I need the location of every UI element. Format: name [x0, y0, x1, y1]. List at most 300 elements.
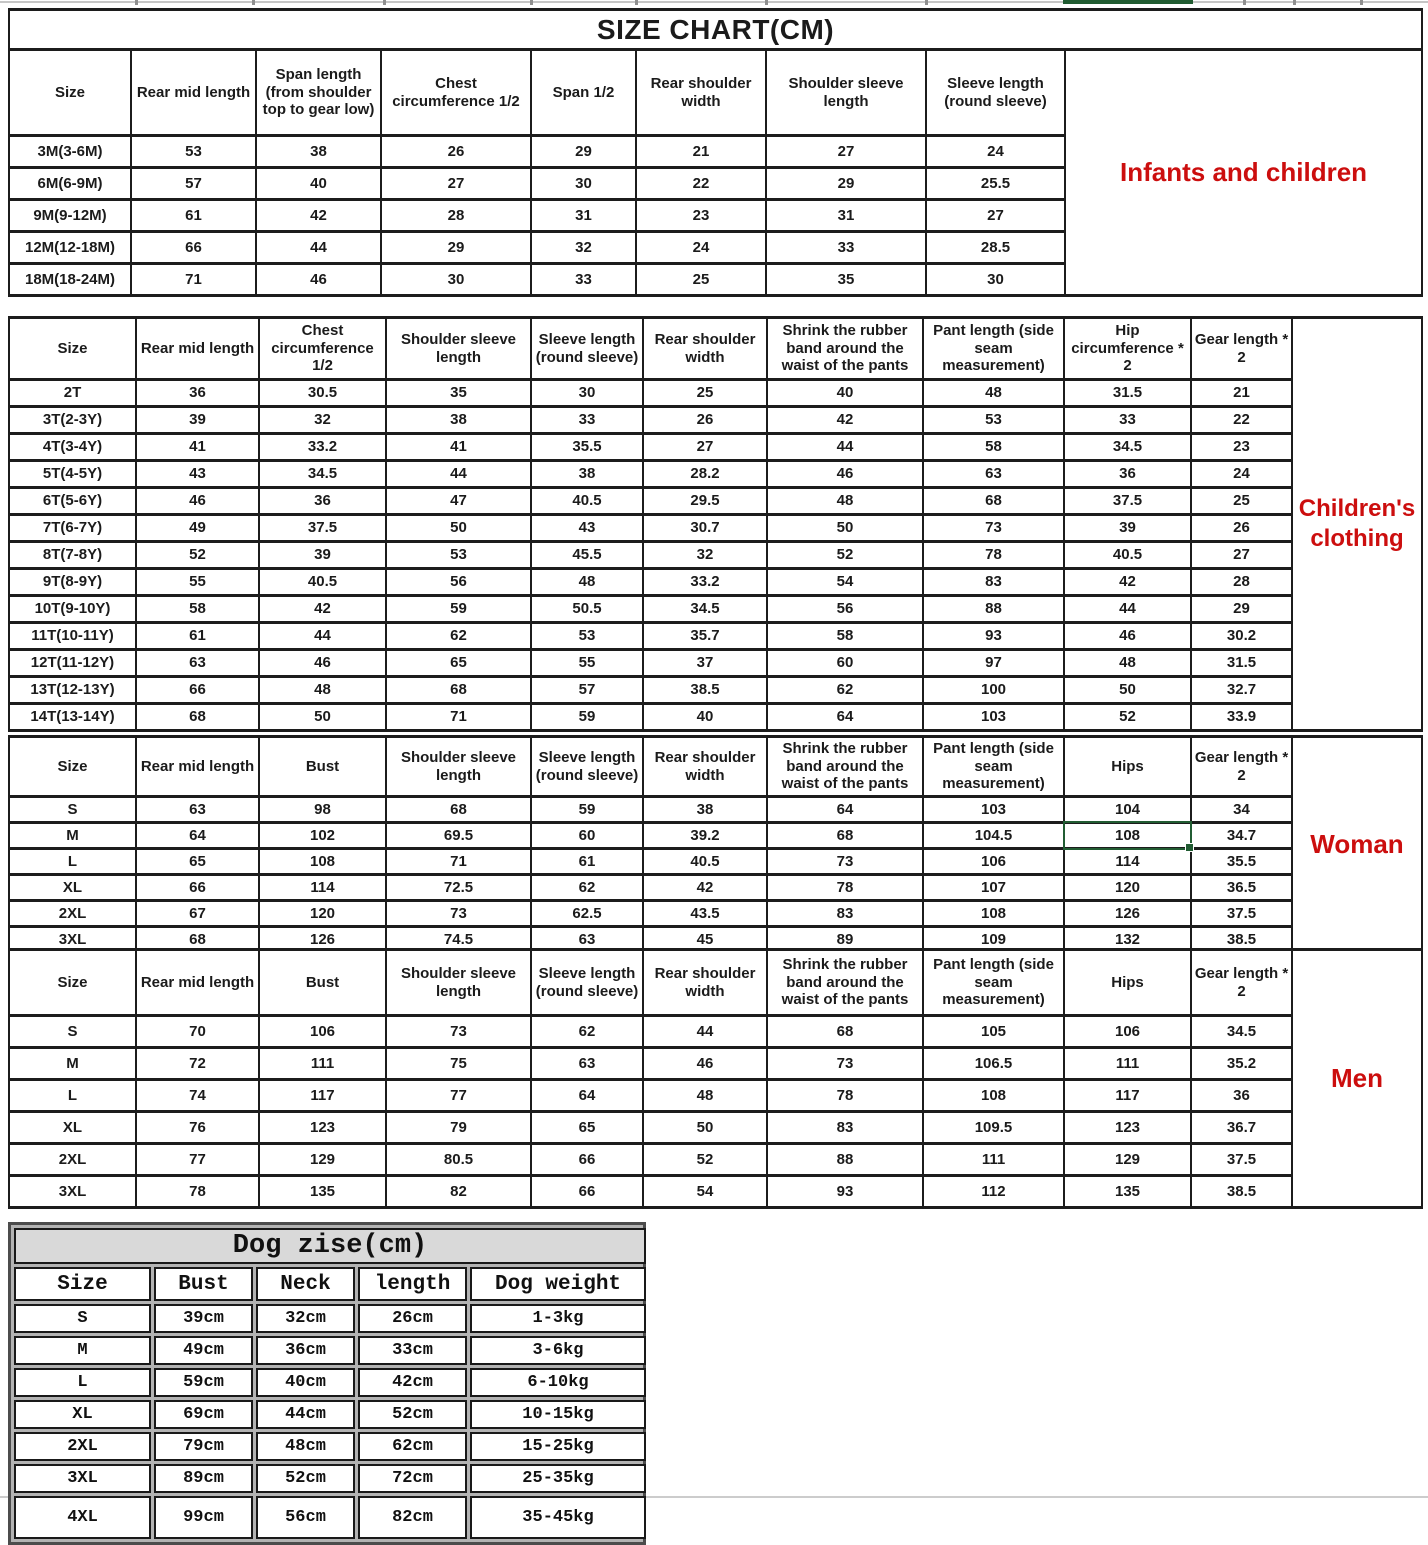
table-cell[interactable]: 50	[259, 704, 386, 731]
table-cell[interactable]: 35.5	[531, 434, 643, 461]
table-cell[interactable]: 59	[386, 596, 531, 623]
column-header[interactable]: Size	[9, 737, 136, 797]
table-cell[interactable]: 58	[136, 596, 259, 623]
table-cell[interactable]: 65	[531, 1112, 643, 1144]
size-cell[interactable]: 12M(12-18M)	[9, 232, 131, 264]
table-cell[interactable]: 29	[1191, 596, 1292, 623]
size-cell[interactable]: 3T(2-3Y)	[9, 407, 136, 434]
size-cell[interactable]: M	[9, 823, 136, 849]
table-cell[interactable]: 21	[1191, 380, 1292, 407]
column-header[interactable]: Hips	[1064, 950, 1191, 1016]
table-cell[interactable]: 62	[531, 875, 643, 901]
table-cell[interactable]: 74.5	[386, 927, 531, 953]
table-cell[interactable]: 59	[531, 704, 643, 731]
size-cell[interactable]: L	[9, 1080, 136, 1112]
table-cell[interactable]: 33	[766, 232, 926, 264]
table-cell[interactable]: 62	[531, 1016, 643, 1048]
column-header[interactable]: Bust	[259, 737, 386, 797]
column-header[interactable]: Sleeve length (round sleeve)	[531, 737, 643, 797]
table-cell[interactable]: 117	[1064, 1080, 1191, 1112]
table-cell[interactable]: 53	[386, 542, 531, 569]
table-cell[interactable]: 68	[136, 704, 259, 731]
table-cell[interactable]: 23	[1191, 434, 1292, 461]
table-cell[interactable]: 35	[386, 380, 531, 407]
table-cell[interactable]: 38.5	[1191, 1176, 1292, 1208]
table-cell[interactable]: 69.5	[386, 823, 531, 849]
table-cell[interactable]: 29	[381, 232, 531, 264]
table-cell[interactable]: 68	[767, 1016, 923, 1048]
table-cell[interactable]: 34.5	[259, 461, 386, 488]
size-cell[interactable]: XL	[9, 1112, 136, 1144]
table-cell[interactable]: 42	[259, 596, 386, 623]
table-cell[interactable]: 70	[136, 1016, 259, 1048]
group-label[interactable]: Children's clothing	[1292, 318, 1422, 731]
table-cell[interactable]: 26	[643, 407, 767, 434]
table-cell[interactable]: 78	[767, 1080, 923, 1112]
column-header[interactable]: Gear length * 2	[1191, 318, 1292, 380]
table-cell[interactable]: 32	[531, 232, 636, 264]
size-cell[interactable]: 6M(6-9M)	[9, 168, 131, 200]
table-cell[interactable]: 103	[923, 704, 1064, 731]
table-cell[interactable]: 48	[923, 380, 1064, 407]
column-header[interactable]: Shoulder sleeve length	[386, 950, 531, 1016]
size-cell[interactable]: 4T(3-4Y)	[9, 434, 136, 461]
table-cell[interactable]: 61	[531, 849, 643, 875]
table-cell[interactable]: 52	[1064, 704, 1191, 731]
table-cell[interactable]: 36.5	[1191, 875, 1292, 901]
column-header[interactable]: Rear mid length	[136, 737, 259, 797]
table-cell[interactable]: 43.5	[643, 901, 767, 927]
table-cell[interactable]: 48	[643, 1080, 767, 1112]
table-cell[interactable]: 42	[1064, 569, 1191, 596]
table-cell[interactable]: 33.2	[643, 569, 767, 596]
table-cell[interactable]: 23	[636, 200, 766, 232]
table-cell[interactable]: 73	[767, 849, 923, 875]
column-header[interactable]: Pant length (side seam measurement)	[923, 950, 1064, 1016]
table-cell[interactable]: 63	[136, 797, 259, 823]
table-cell[interactable]: 50	[1064, 677, 1191, 704]
table-cell[interactable]: 29	[531, 136, 636, 168]
table-cell[interactable]: 26	[1191, 515, 1292, 542]
table-cell[interactable]: 27	[381, 168, 531, 200]
table-cell[interactable]: 60	[531, 823, 643, 849]
table-cell[interactable]: 44	[386, 461, 531, 488]
table-cell[interactable]: 29.5	[643, 488, 767, 515]
table-cell[interactable]: 43	[531, 515, 643, 542]
column-header[interactable]: Chest circumference 1/2	[381, 50, 531, 136]
table-cell[interactable]: 107	[923, 875, 1064, 901]
table-cell[interactable]: 54	[767, 569, 923, 596]
table-cell[interactable]: 36	[259, 488, 386, 515]
column-header[interactable]: Rear mid length	[131, 50, 256, 136]
column-header[interactable]: Rear mid length	[136, 318, 259, 380]
table-cell[interactable]: 88	[923, 596, 1064, 623]
table-cell[interactable]: 89	[767, 927, 923, 953]
table-cell[interactable]: 76	[136, 1112, 259, 1144]
table-cell[interactable]: 61	[136, 623, 259, 650]
table-cell[interactable]: 50.5	[531, 596, 643, 623]
table-cell[interactable]: 42	[767, 407, 923, 434]
size-cell[interactable]: 9T(8-9Y)	[9, 569, 136, 596]
column-header[interactable]: Rear mid length	[136, 950, 259, 1016]
table-cell[interactable]: 111	[1064, 1048, 1191, 1080]
column-header[interactable]: Shrink the rubber band around the waist of the pants	[767, 950, 923, 1016]
group-label[interactable]: Men	[1292, 950, 1422, 1208]
table-cell[interactable]: 27	[766, 136, 926, 168]
table-cell[interactable]: 106.5	[923, 1048, 1064, 1080]
table-cell[interactable]: 49	[136, 515, 259, 542]
table-cell[interactable]: 63	[531, 927, 643, 953]
table-cell[interactable]: 58	[923, 434, 1064, 461]
column-header[interactable]: Shoulder sleeve length	[386, 737, 531, 797]
column-header[interactable]: Bust	[259, 950, 386, 1016]
table-cell[interactable]: 57	[531, 677, 643, 704]
table-cell[interactable]: 35.2	[1191, 1048, 1292, 1080]
table-cell[interactable]: 103	[923, 797, 1064, 823]
table-cell[interactable]: 31.5	[1191, 650, 1292, 677]
sheet-title[interactable]: SIZE CHART(CM)	[9, 10, 1422, 50]
table-cell[interactable]: 66	[531, 1176, 643, 1208]
table-cell[interactable]: 34.5	[643, 596, 767, 623]
table-cell[interactable]: 28.2	[643, 461, 767, 488]
table-cell[interactable]: 66	[136, 875, 259, 901]
table-cell[interactable]: 46	[1064, 623, 1191, 650]
table-cell[interactable]: 28	[381, 200, 531, 232]
table-cell[interactable]: 78	[923, 542, 1064, 569]
table-cell[interactable]: 27	[643, 434, 767, 461]
size-cell[interactable]: 10T(9-10Y)	[9, 596, 136, 623]
table-cell[interactable]: 34.5	[1064, 434, 1191, 461]
table-cell[interactable]: 33	[531, 407, 643, 434]
table-cell[interactable]: 54	[643, 1176, 767, 1208]
table-cell[interactable]: 33	[531, 264, 636, 296]
table-cell[interactable]: 42	[643, 875, 767, 901]
table-cell[interactable]: 40.5	[1064, 542, 1191, 569]
column-header[interactable]: Shrink the rubber band around the waist of the pants	[767, 737, 923, 797]
table-cell[interactable]: 30	[531, 380, 643, 407]
table-cell[interactable]: 105	[923, 1016, 1064, 1048]
table-cell[interactable]: 52	[767, 542, 923, 569]
table-cell[interactable]: 79	[386, 1112, 531, 1144]
table-cell[interactable]: 34.7	[1191, 823, 1292, 849]
size-cell[interactable]: 2XL	[9, 901, 136, 927]
table-cell[interactable]: 29	[766, 168, 926, 200]
table-cell[interactable]: 32	[643, 542, 767, 569]
column-header[interactable]: Gear length * 2	[1191, 950, 1292, 1016]
table-cell[interactable]: 132	[1064, 927, 1191, 953]
table-cell[interactable]: 59	[531, 797, 643, 823]
table-cell[interactable]: 66	[531, 1144, 643, 1176]
table-cell[interactable]: 31	[766, 200, 926, 232]
size-cell[interactable]: 18M(18-24M)	[9, 264, 131, 296]
table-cell[interactable]: 67	[136, 901, 259, 927]
table-cell[interactable]: 44	[1064, 596, 1191, 623]
table-cell[interactable]: 53	[923, 407, 1064, 434]
table-cell[interactable]: 25	[636, 264, 766, 296]
table-cell[interactable]: 62	[386, 623, 531, 650]
size-cell[interactable]: 13T(12-13Y)	[9, 677, 136, 704]
table-cell[interactable]: 108	[923, 901, 1064, 927]
table-cell[interactable]: 44	[767, 434, 923, 461]
table-cell[interactable]: 106	[259, 1016, 386, 1048]
table-cell[interactable]: 93	[767, 1176, 923, 1208]
table-cell[interactable]: 32	[259, 407, 386, 434]
table-cell[interactable]: 33.9	[1191, 704, 1292, 731]
table-cell[interactable]: 48	[767, 488, 923, 515]
column-header[interactable]: Gear length * 2	[1191, 737, 1292, 797]
table-cell[interactable]: 68	[923, 488, 1064, 515]
column-header[interactable]: Size	[9, 950, 136, 1016]
table-cell[interactable]: 135	[259, 1176, 386, 1208]
table-cell[interactable]: 100	[923, 677, 1064, 704]
column-header[interactable]: Rear shoulder width	[643, 318, 767, 380]
table-cell[interactable]: 52	[643, 1144, 767, 1176]
table-cell[interactable]: 38.5	[643, 677, 767, 704]
table-cell[interactable]: 77	[386, 1080, 531, 1112]
column-header[interactable]: Sleeve length (round sleeve)	[531, 318, 643, 380]
size-cell[interactable]: 3M(3-6M)	[9, 136, 131, 168]
column-header[interactable]: Rear shoulder width	[643, 737, 767, 797]
size-cell[interactable]: S	[9, 797, 136, 823]
table-cell[interactable]: 22	[636, 168, 766, 200]
table-cell[interactable]: 44	[256, 232, 381, 264]
table-cell[interactable]: 39	[1064, 515, 1191, 542]
table-cell[interactable]: 24	[1191, 461, 1292, 488]
table-cell[interactable]: 47	[386, 488, 531, 515]
table-cell[interactable]: 30	[926, 264, 1065, 296]
size-cell[interactable]: S	[9, 1016, 136, 1048]
table-cell[interactable]: 25	[643, 380, 767, 407]
table-cell[interactable]: 109	[923, 927, 1064, 953]
column-header[interactable]: Chest circumference 1/2	[259, 318, 386, 380]
table-cell[interactable]: 78	[767, 875, 923, 901]
column-header[interactable]: Size	[9, 318, 136, 380]
table-cell[interactable]: 68	[386, 677, 531, 704]
table-cell[interactable]: 39	[259, 542, 386, 569]
table-cell[interactable]: 74	[136, 1080, 259, 1112]
table-cell[interactable]: 24	[926, 136, 1065, 168]
table-cell[interactable]: 44	[259, 623, 386, 650]
size-cell[interactable]: 6T(5-6Y)	[9, 488, 136, 515]
table-cell[interactable]: 36	[1064, 461, 1191, 488]
table-cell[interactable]: 30.2	[1191, 623, 1292, 650]
table-cell[interactable]: 126	[259, 927, 386, 953]
table-cell[interactable]: 83	[767, 1112, 923, 1144]
table-cell[interactable]: 26	[381, 136, 531, 168]
group-label[interactable]: Infants and children	[1065, 50, 1422, 296]
table-cell[interactable]: 34	[1191, 797, 1292, 823]
table-cell[interactable]: 46	[767, 461, 923, 488]
table-cell[interactable]: 37.5	[1191, 1144, 1292, 1176]
table-cell[interactable]: 109.5	[923, 1112, 1064, 1144]
column-header[interactable]: Span 1/2	[531, 50, 636, 136]
table-cell[interactable]: 64	[136, 823, 259, 849]
size-cell[interactable]: 2XL	[9, 1144, 136, 1176]
column-header[interactable]: Pant length (side seam measurement)	[923, 318, 1064, 380]
table-cell[interactable]: 71	[131, 264, 256, 296]
table-cell[interactable]: 129	[1064, 1144, 1191, 1176]
table-cell[interactable]: 106	[923, 849, 1064, 875]
table-cell[interactable]: 73	[386, 901, 531, 927]
size-cell[interactable]: 2T	[9, 380, 136, 407]
table-cell[interactable]: 38	[256, 136, 381, 168]
table-cell[interactable]: 64	[767, 797, 923, 823]
table-cell[interactable]: 46	[643, 1048, 767, 1080]
table-cell[interactable]: 46	[256, 264, 381, 296]
size-cell[interactable]: 3XL	[9, 927, 136, 953]
table-cell[interactable]: 50	[386, 515, 531, 542]
table-cell[interactable]: 72.5	[386, 875, 531, 901]
table-cell[interactable]: 27	[926, 200, 1065, 232]
table-cell[interactable]: 41	[386, 434, 531, 461]
table-cell[interactable]: 123	[1064, 1112, 1191, 1144]
table-cell[interactable]: 35.5	[1191, 849, 1292, 875]
size-cell[interactable]: M	[9, 1048, 136, 1080]
size-cell[interactable]: XL	[9, 875, 136, 901]
table-cell[interactable]: 46	[136, 488, 259, 515]
table-cell[interactable]: 111	[259, 1048, 386, 1080]
table-cell[interactable]: 50	[643, 1112, 767, 1144]
table-cell[interactable]: 66	[136, 677, 259, 704]
size-cell[interactable]: 11T(10-11Y)	[9, 623, 136, 650]
table-cell[interactable]: 39	[136, 407, 259, 434]
table-cell[interactable]: 73	[923, 515, 1064, 542]
column-header[interactable]: Shoulder sleeve length	[766, 50, 926, 136]
table-cell[interactable]: 40	[256, 168, 381, 200]
table-cell[interactable]: 75	[386, 1048, 531, 1080]
size-cell[interactable]: 14T(13-14Y)	[9, 704, 136, 731]
table-cell[interactable]: 60	[767, 650, 923, 677]
table-cell[interactable]: 22	[1191, 407, 1292, 434]
size-cell[interactable]: 7T(6-7Y)	[9, 515, 136, 542]
table-cell[interactable]: 37.5	[1191, 901, 1292, 927]
table-cell[interactable]: 38	[531, 461, 643, 488]
table-cell[interactable]: 104	[1064, 797, 1191, 823]
table-cell[interactable]: 38.5	[1191, 927, 1292, 953]
table-cell[interactable]: 104.5	[923, 823, 1064, 849]
table-cell[interactable]: 68	[767, 823, 923, 849]
table-cell[interactable]: 78	[136, 1176, 259, 1208]
table-cell[interactable]: 68	[386, 797, 531, 823]
column-header[interactable]: Shoulder sleeve length	[386, 318, 531, 380]
table-cell[interactable]: 77	[136, 1144, 259, 1176]
column-header[interactable]: Rear shoulder width	[636, 50, 766, 136]
table-cell[interactable]: 35.7	[643, 623, 767, 650]
table-cell[interactable]: 40	[767, 380, 923, 407]
table-cell[interactable]: 112	[923, 1176, 1064, 1208]
table-cell[interactable]: 40.5	[531, 488, 643, 515]
table-cell[interactable]: 73	[386, 1016, 531, 1048]
table-cell[interactable]: 39.2	[643, 823, 767, 849]
column-header[interactable]: Shrink the rubber band around the waist of the pants	[767, 318, 923, 380]
table-cell[interactable]: 34.5	[1191, 1016, 1292, 1048]
table-cell[interactable]: 40.5	[643, 849, 767, 875]
table-cell[interactable]: 32.7	[1191, 677, 1292, 704]
size-cell[interactable]: 5T(4-5Y)	[9, 461, 136, 488]
table-cell[interactable]: 93	[923, 623, 1064, 650]
size-cell[interactable]: 3XL	[9, 1176, 136, 1208]
table-cell[interactable]: 63	[923, 461, 1064, 488]
table-cell[interactable]: 71	[386, 849, 531, 875]
table-cell[interactable]: 33.2	[259, 434, 386, 461]
table-cell[interactable]: 120	[259, 901, 386, 927]
table-cell[interactable]: 30.5	[259, 380, 386, 407]
table-cell[interactable]: 30.7	[643, 515, 767, 542]
table-cell[interactable]: 48	[259, 677, 386, 704]
size-cell[interactable]: 12T(11-12Y)	[9, 650, 136, 677]
table-cell[interactable]: 56	[767, 596, 923, 623]
table-cell[interactable]: 36	[1191, 1080, 1292, 1112]
table-cell[interactable]: 123	[259, 1112, 386, 1144]
column-header[interactable]: Sleeve length (round sleeve)	[926, 50, 1065, 136]
table-cell[interactable]: 82	[386, 1176, 531, 1208]
table-cell[interactable]: 108	[259, 849, 386, 875]
table-cell[interactable]: 58	[767, 623, 923, 650]
column-header[interactable]: Span length (from shoulder top to gear low)	[256, 50, 381, 136]
table-cell[interactable]: 48	[1064, 650, 1191, 677]
table-cell[interactable]: 88	[767, 1144, 923, 1176]
size-cell[interactable]: L	[9, 849, 136, 875]
table-cell[interactable]: 27	[1191, 542, 1292, 569]
table-cell[interactable]: 37	[643, 650, 767, 677]
table-cell[interactable]: 33	[1064, 407, 1191, 434]
table-cell[interactable]: 83	[767, 901, 923, 927]
table-cell[interactable]: 97	[923, 650, 1064, 677]
table-cell[interactable]: 64	[531, 1080, 643, 1112]
table-cell[interactable]: 37.5	[259, 515, 386, 542]
table-cell[interactable]: 40	[643, 704, 767, 731]
table-cell[interactable]: 63	[531, 1048, 643, 1080]
table-cell[interactable]: 38	[643, 797, 767, 823]
table-cell[interactable]: 64	[767, 704, 923, 731]
table-cell[interactable]: 126	[1064, 901, 1191, 927]
table-cell[interactable]: 55	[136, 569, 259, 596]
table-cell[interactable]: 25	[1191, 488, 1292, 515]
table-cell[interactable]: 46	[259, 650, 386, 677]
column-header[interactable]: Sleeve length (round sleeve)	[531, 950, 643, 1016]
table-cell[interactable]: 31.5	[1064, 380, 1191, 407]
table-cell[interactable]: 57	[131, 168, 256, 200]
table-cell[interactable]: 55	[531, 650, 643, 677]
table-cell[interactable]: 37.5	[1064, 488, 1191, 515]
table-cell[interactable]: 30	[381, 264, 531, 296]
table-cell[interactable]: 98	[259, 797, 386, 823]
table-cell[interactable]: 62.5	[531, 901, 643, 927]
table-cell[interactable]: 30	[531, 168, 636, 200]
table-cell[interactable]: 117	[259, 1080, 386, 1112]
column-header[interactable]: Pant length (side seam measurement)	[923, 737, 1064, 797]
table-cell[interactable]: 65	[386, 650, 531, 677]
table-cell[interactable]: 71	[386, 704, 531, 731]
table-cell[interactable]: 45.5	[531, 542, 643, 569]
table-cell[interactable]: 80.5	[386, 1144, 531, 1176]
table-cell[interactable]: 135	[1064, 1176, 1191, 1208]
table-cell[interactable]: 102	[259, 823, 386, 849]
table-cell[interactable]: 35	[766, 264, 926, 296]
table-cell[interactable]: 65	[136, 849, 259, 875]
table-cell[interactable]: 83	[923, 569, 1064, 596]
table-cell[interactable]: 41	[136, 434, 259, 461]
table-cell[interactable]: 36.7	[1191, 1112, 1292, 1144]
table-cell[interactable]: 56	[386, 569, 531, 596]
table-cell[interactable]: 43	[136, 461, 259, 488]
table-cell[interactable]: 111	[923, 1144, 1064, 1176]
table-cell[interactable]: 25.5	[926, 168, 1065, 200]
table-cell[interactable]: 28	[1191, 569, 1292, 596]
column-header[interactable]: Rear shoulder width	[643, 950, 767, 1016]
table-cell[interactable]: 31	[531, 200, 636, 232]
table-cell[interactable]: 129	[259, 1144, 386, 1176]
